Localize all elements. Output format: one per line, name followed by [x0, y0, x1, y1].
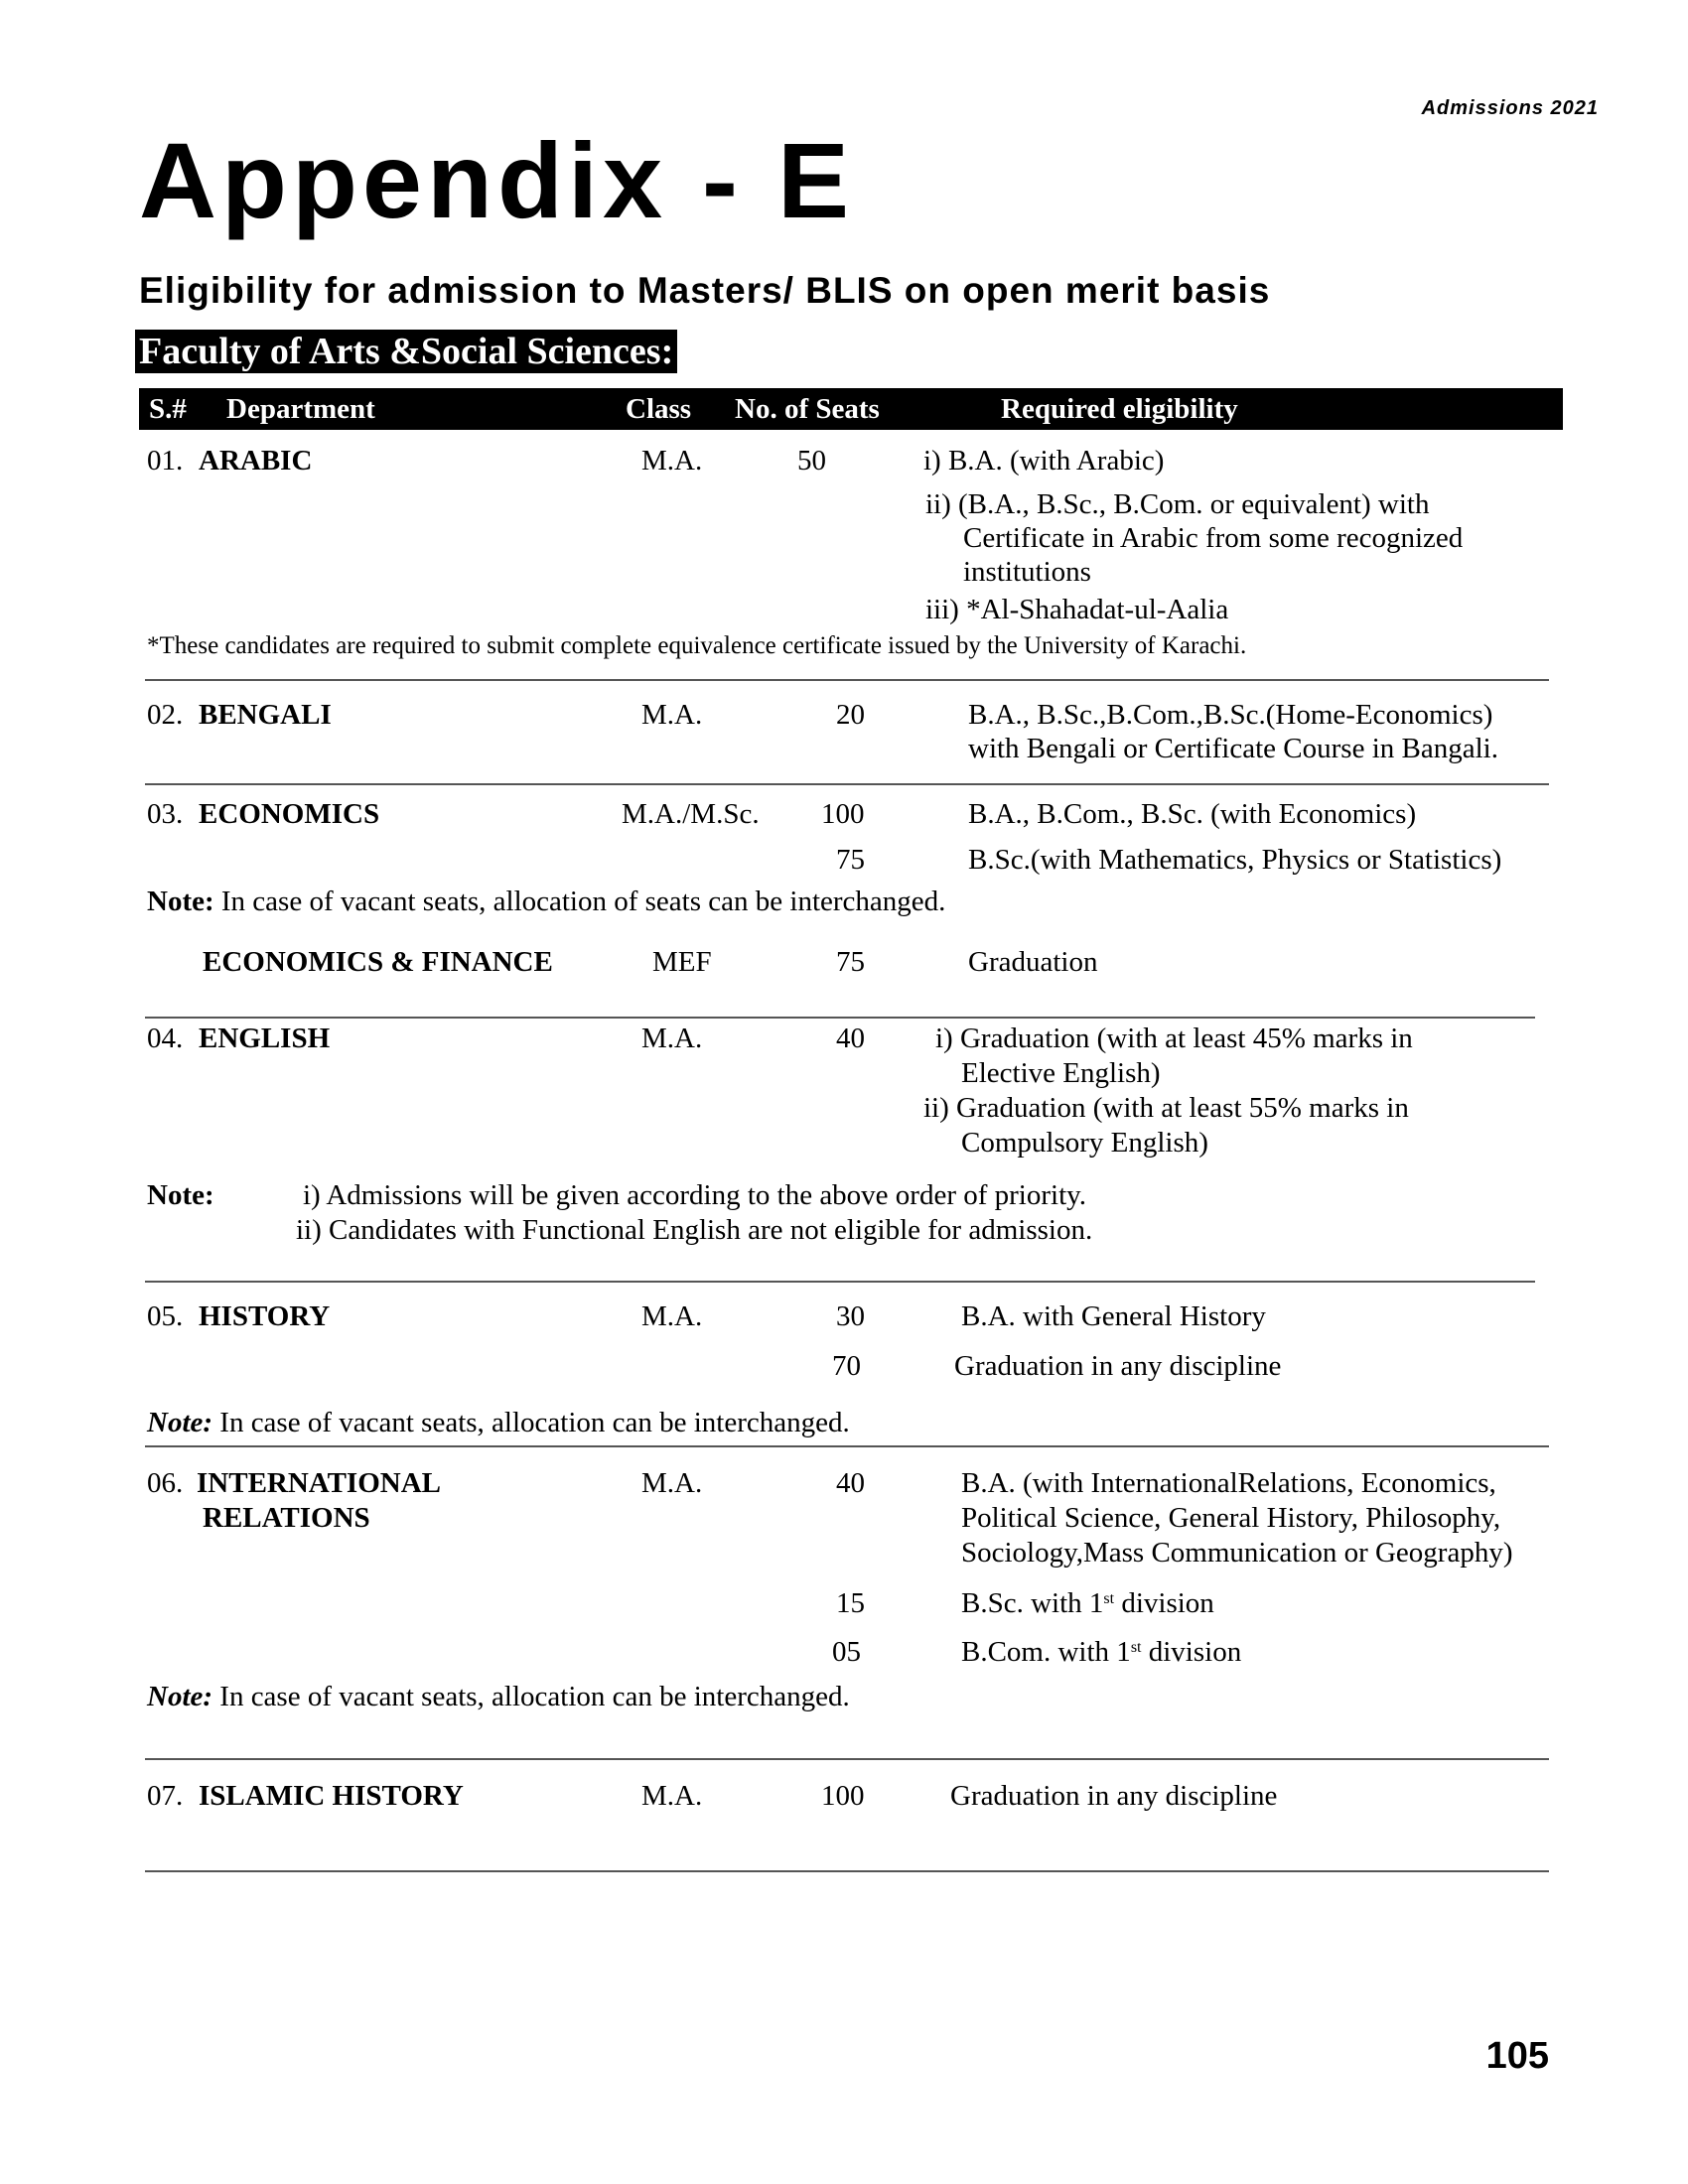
class-value: M.A. [641, 1467, 703, 1499]
row-number: 06. [147, 1467, 184, 1499]
row-number: 05. [147, 1300, 184, 1332]
eligibility-text: B.Sc. with 1 [961, 1587, 1104, 1619]
eligibility-line: B.A. (with InternationalRelations, Economics, [961, 1467, 1496, 1499]
note-text: ii) Candidates with Functional English are not eligible for admission. [296, 1214, 1093, 1246]
eligibility-line: iii) *Al-Shahadat-ul-Aalia [925, 594, 1229, 625]
class-value: MEF [652, 946, 712, 978]
eligibility-text: B.Com. with 1 [961, 1636, 1131, 1668]
seats-value: 15 [836, 1587, 865, 1619]
row-divider [145, 679, 1549, 681]
page-title: Appendix - E [139, 120, 855, 240]
eligibility-line: Graduation in any discipline [950, 1780, 1278, 1812]
class-value: M.A. [641, 699, 703, 731]
eligibility-line: Sociology,Mass Communication or Geography) [961, 1537, 1513, 1569]
header-tag: Admissions 2021 [1421, 97, 1599, 119]
eligibility-line: with Bengali or Certificate Course in Bangali. [968, 733, 1498, 764]
eligibility-line: ii) Graduation (with at least 55% marks in [923, 1092, 1409, 1124]
seats-value: 30 [836, 1300, 865, 1332]
row-number: 02. [147, 699, 184, 731]
eligibility-line: B.A., B.Sc.,B.Com.,B.Sc.(Home-Economics) [968, 699, 1493, 731]
eligibility-line: ii) (B.A., B.Sc., B.Com. or equivalent) with [925, 488, 1430, 520]
eligibility-line: i) B.A. (with Arabic) [923, 445, 1165, 477]
department-name: RELATIONS [203, 1502, 370, 1534]
seats-value: 20 [836, 699, 865, 731]
header-seats: No. of Seats [735, 393, 880, 425]
header-department: Department [226, 393, 375, 425]
eligibility-line: Compulsory English) [961, 1127, 1208, 1159]
eligibility-line: Graduation in any discipline [954, 1350, 1282, 1382]
department-name: ENGLISH [199, 1023, 331, 1054]
footnote: *These candidates are required to submit complete equivalence certificate issued by the University of Karachi. [147, 632, 1247, 659]
superscript: st [1130, 1639, 1142, 1656]
row-divider [145, 1017, 1535, 1019]
department-name: HISTORY [199, 1300, 331, 1332]
row-number: 03. [147, 798, 184, 830]
class-value: M.A. [641, 1780, 703, 1812]
eligibility-line: B.A., B.Com., B.Sc. (with Economics) [968, 798, 1417, 830]
eligibility-line: B.A. with General History [961, 1300, 1266, 1332]
row-divider [145, 1870, 1549, 1872]
seats-value: 05 [832, 1636, 861, 1668]
class-value: M.A. [641, 445, 703, 477]
note-text: i) Admissions will be given according to the above order of priority. [303, 1179, 1087, 1211]
eligibility-line [961, 1586, 1214, 1620]
seats-value: 75 [836, 844, 865, 876]
class-value: M.A. [641, 1023, 703, 1054]
note [147, 885, 945, 918]
row-divider [145, 1281, 1535, 1283]
eligibility-text: division [1114, 1587, 1214, 1619]
row-number: 01. [147, 445, 184, 477]
department-name: INTERNATIONAL [197, 1467, 442, 1499]
header-class: Class [626, 393, 692, 425]
department-name: ECONOMICS & FINANCE [203, 946, 553, 978]
note-label: Note: [147, 886, 214, 917]
eligibility-line [961, 1635, 1241, 1669]
eligibility-line: Certificate in Arabic from some recognized [963, 522, 1464, 554]
eligibility-line: Elective English) [961, 1057, 1161, 1089]
header-sno: S.# [149, 393, 187, 425]
row-divider [145, 783, 1549, 785]
page-number: 105 [1485, 2035, 1549, 2077]
faculty-heading: Faculty of Arts &Social Sciences: [135, 330, 677, 373]
note [147, 1680, 850, 1713]
eligibility-line: B.Sc.(with Mathematics, Physics or Statistics) [968, 844, 1502, 876]
eligibility-line: Political Science, General History, Philosophy, [961, 1502, 1501, 1534]
eligibility-line: Graduation [968, 946, 1098, 978]
note-label: Note: [147, 1179, 214, 1211]
note-text: In case of vacant seats, allocation of seats can be interchanged. [213, 886, 946, 917]
eligibility-text: division [1141, 1636, 1242, 1668]
page-subtitle: Eligibility for admission to Masters/ BLIS on open merit basis [139, 270, 1271, 311]
seats-value: 50 [797, 445, 826, 477]
table-header [139, 388, 1563, 430]
row-divider [145, 1445, 1549, 1447]
eligibility-line: i) Graduation (with at least 45% marks in [935, 1023, 1413, 1054]
eligibility-line: institutions [963, 556, 1091, 588]
row-divider [145, 1758, 1549, 1760]
header-eligibility: Required eligibility [1001, 393, 1238, 425]
seats-value: 100 [821, 1780, 865, 1812]
note [147, 1406, 850, 1439]
department-name: ARABIC [199, 445, 313, 477]
class-value: M.A. [641, 1300, 703, 1332]
seats-value: 75 [836, 946, 865, 978]
superscript: st [1103, 1590, 1115, 1607]
seats-value: 100 [821, 798, 865, 830]
seats-value: 70 [832, 1350, 861, 1382]
note-text: In case of vacant seats, allocation can be interchanged. [212, 1407, 850, 1438]
seats-value: 40 [836, 1467, 865, 1499]
row-number: 04. [147, 1023, 184, 1054]
row-number: 07. [147, 1780, 184, 1812]
note-text: In case of vacant seats, allocation can be interchanged. [212, 1681, 850, 1712]
note-label: Note: [147, 1681, 213, 1712]
department-name: BENGALI [199, 699, 332, 731]
department-name: ISLAMIC HISTORY [199, 1780, 464, 1812]
department-name: ECONOMICS [199, 798, 380, 830]
seats-value: 40 [836, 1023, 865, 1054]
class-value: M.A./M.Sc. [622, 798, 760, 830]
note-label: Note: [147, 1407, 213, 1438]
